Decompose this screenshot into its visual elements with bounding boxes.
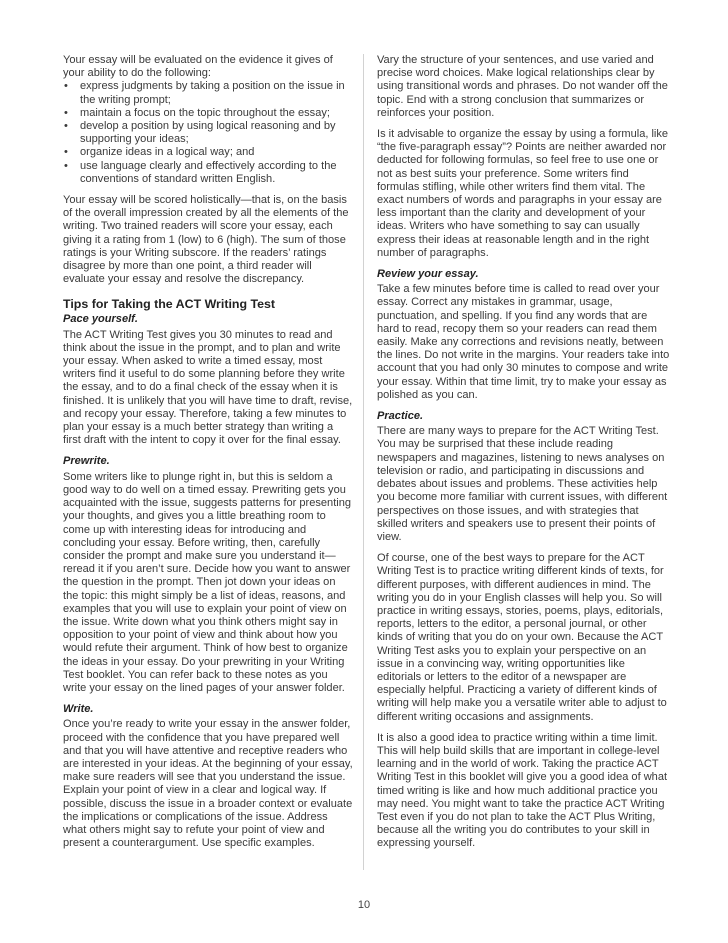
column-divider: [363, 54, 364, 870]
page-number: 10: [357, 899, 371, 911]
write-paragraph: Once you’re ready to write your essay in the answer folder, proceed with the confidence that you have prepared well and that you will have attentive and receptive readers who are interested in your ideas. At the beginning of your essay, make sure readers will see that you understand the issue. Explain your point of view in a clear and logical way. If possible, discuss the issue in a broader context or evaluate the implications or complications of the issue. Address what others might say to refute your point of view and present a counterargument. Use specific examples.: [63, 718, 353, 850]
evaluation-criteria-list: [63, 80, 353, 186]
write-heading: Write.: [63, 703, 94, 716]
scoring-paragraph: Your essay will be scored holistically—that is, on the basis of the overall impression created by all the elements of the writing. Two trained readers will score your essay, each giving it a rating from 1 (low) to 6 (high). The sum of those ratings is your Writing subscore. If the readers’ ratings disagree by more than one point, a third reader will evaluate your essay and resolve the discrepancy.: [63, 194, 349, 286]
review-essay-paragraph: Take a few minutes before time is called to read over your essay. Correct any mistakes in grammar, usage, punctuation, and spelling. If you find any words that are hard to read, recopy them so your readers can read them easily. Make any corrections and revisions neatly, between the lines. Do not write in the margins. Your readers take into account that you had only 30 minutes to compose and write your essay. Within that time limit, try to make your essay as polished as you can.: [377, 283, 670, 401]
right-column: [377, 54, 670, 859]
pace-yourself-paragraph: The ACT Writing Test gives you 30 minutes to read and think about the issue in the prompt, and to plan and write your essay. When asked to write a timed essay, most writers find it useful to do some planning before they write the essay, and to do a final check of the essay when it is finished. It is unlikely that you will have time to draft, revise, and recopy your essay. Therefore, taking a few minutes to plan your essay is a much better strategy than writing a first draft with the intent to copy it over for the final essay.: [63, 328, 353, 447]
tips-heading: Tips for Taking the ACT Writing Test: [63, 297, 276, 312]
time-limit-paragraph: It is also a good idea to practice writing within a time limit. This will help build skills that are important in college-level learning and in the world of work. Taking the practice ACT Writing Test in this booklet will give you a good idea of what timed writing is like and how much additional practice you may need. You might want to take the practice ACT Writing Test even if you do not plan to take the ACT Plus Writing, because all the writing you do contributes to your skill in expressing yourself.: [377, 731, 668, 850]
pace-yourself-heading: Pace yourself.: [63, 313, 138, 326]
formula-paragraph: Is it advisable to organize the essay by using a formula, like “the five-paragraph essay”? Points are neither awarded nor deducted for following formulas, so feel free to use one or not as best suits your preference. Some writers find formulas stifling, while other writers find them vital. The exact numbers of words and paragraphs in your essay are less important than the clarity and development of your ideas. Writers who have something to say can usually express their ideas at reasonable length and in the right number of paragraphs.: [377, 128, 669, 259]
criterion-item: • develop a position by using logical reasoning and by supporting your ideas;: [63, 120, 353, 146]
practice-paragraph: There are many ways to prepare for the ACT Writing Test. You may be surprised that these include reading newspapers and magazines, listening to news analyses on television or radio, and participating in discussions and debates about issues and problems. These activities help you become more familiar with current issues, with different perspectives on those issues, and with strategies that skilled writers and speakers use to present their points of view.: [377, 425, 668, 543]
criterion-item: • use language clearly and effectively according to the conventions of standard written English.: [63, 160, 353, 186]
prewrite-heading: Prewrite.: [63, 455, 110, 468]
criterion-item: • express judgments by taking a position on the issue in the writing prompt;: [63, 80, 353, 106]
evaluation-intro: Your essay will be evaluated on the evidence it gives of your ability to do the following:: [63, 54, 333, 80]
prewrite-paragraph: Some writers like to plunge right in, but this is seldom a good way to do well on a timed essay. Prewriting gets you acquainted with the issue, suggests patterns for presenting your thoughts, and gives you a little breathing room to come up with interesting ideas for introducing and concluding your essay. Before writing, then, carefully consider the prompt and make sure you understand it—reread it if you aren’t sure. Decide how you want to answer the question in the prompt. Then jot down your ideas on the topic: this might simply be a list of ideas, reasons, and examples that you will use to explain your point of view on the issue. Write down what you think others might say in opposition to your point of view and think about how you would refute their argument. Think of how best to organize the ideas in your essay. Do your prewriting in your Writing Test booklet. You can refer back to these notes as you write your essay on the lined pages of your answer folder.: [63, 470, 352, 694]
practice-heading: Practice.: [377, 410, 424, 423]
vary-structure-paragraph: Vary the structure of your sentences, and use varied and precise word choices. Make logical relationships clear by using transitional words and phrases. Do not wander off the topic. End with a strong conclusion that summarizes or reinforces your position.: [377, 54, 668, 119]
criterion-item: • organize ideas in a logical way; and: [63, 146, 353, 159]
review-essay-heading: Review your essay.: [377, 268, 479, 281]
criterion-item: • maintain a focus on the topic throughout the essay;: [63, 107, 353, 120]
left-column: [63, 54, 353, 858]
best-ways-paragraph: Of course, one of the best ways to prepare for the ACT Writing Test is to practice writing different kinds of texts, for different purposes, with different audiences in mind. The writing you do in your English classes will help you. So will practice in writing essays, stories, poems, plays, editorials, reports, letters to the editor, a personal journal, or other kinds of writing that you do on your own. Because the ACT Writing Test asks you to explain your perspective on an issue in a convincing way, writing opportunities like editorials or letters to the editor of a newspaper are especially helpful. Practicing a variety of different kinds of writing will help make you a versatile writer able to adjust to different writing occasions and assignments.: [377, 552, 667, 723]
